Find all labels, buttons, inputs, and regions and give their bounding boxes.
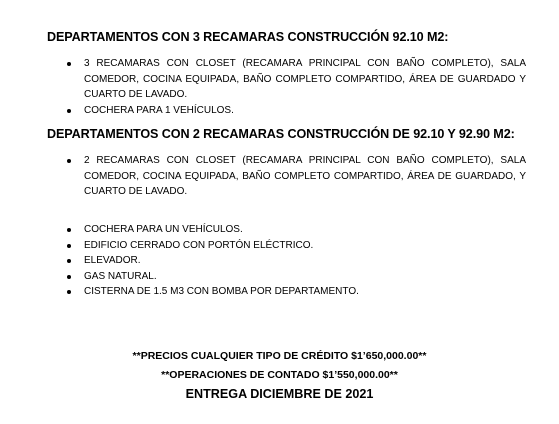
list-item: CISTERNA DE 1.5 M3 CON BOMBA POR DEPARTAMENTO. xyxy=(66,284,526,300)
list-item: EDIFICIO CERRADO CON PORTÓN ELÉCTRICO. xyxy=(66,238,526,254)
feature-list-2-bedrooms xyxy=(66,153,526,200)
list-item: ELEVADOR. xyxy=(66,253,526,269)
cash-price-line: **OPERACIONES DE CONTADO $1’550,000.00** xyxy=(161,369,398,381)
section-heading-3-bedrooms: DEPARTAMENTOS CON 3 RECAMARAS CONSTRUCCIÓN 92.10 M2: xyxy=(47,30,449,44)
section-heading-2-bedrooms: DEPARTAMENTOS CON 2 RECAMARAS CONSTRUCCIÓN DE 92.10 Y 92.90 M2: xyxy=(47,127,515,141)
delivery-date-line: ENTREGA DICIEMBRE DE 2021 xyxy=(185,387,374,401)
list-item: 2 RECAMARAS CON CLOSET (RECAMARA PRINCIPAL CON BAÑO COMPLETO), SALA COMEDOR, COCINA EQUIPADA, BAÑO COMPLETO COMPARTIDO, ÁREA DE GUARDADO, Y CUARTO DE LAVADO. xyxy=(66,153,526,200)
list-item: GAS NATURAL. xyxy=(66,269,526,285)
credit-price-line: **PRECIOS CUALQUIER TIPO DE CRÉDITO $1’650,000.00** xyxy=(132,350,427,362)
amenities-list xyxy=(66,222,526,300)
feature-list-3-bedrooms xyxy=(66,56,526,118)
list-item: 3 RECAMARAS CON CLOSET (RECAMARA PRINCIPAL CON BAÑO COMPLETO), SALA COMEDOR, COCINA EQUIPADA, BAÑO COMPLETO COMPARTIDO, ÁREA DE GUARDADO Y CUARTO DE LAVADO. xyxy=(66,56,526,103)
list-item: COCHERA PARA UN VEHÍCULOS. xyxy=(66,222,526,238)
list-item: COCHERA PARA 1 VEHÍCULOS. xyxy=(66,103,526,119)
